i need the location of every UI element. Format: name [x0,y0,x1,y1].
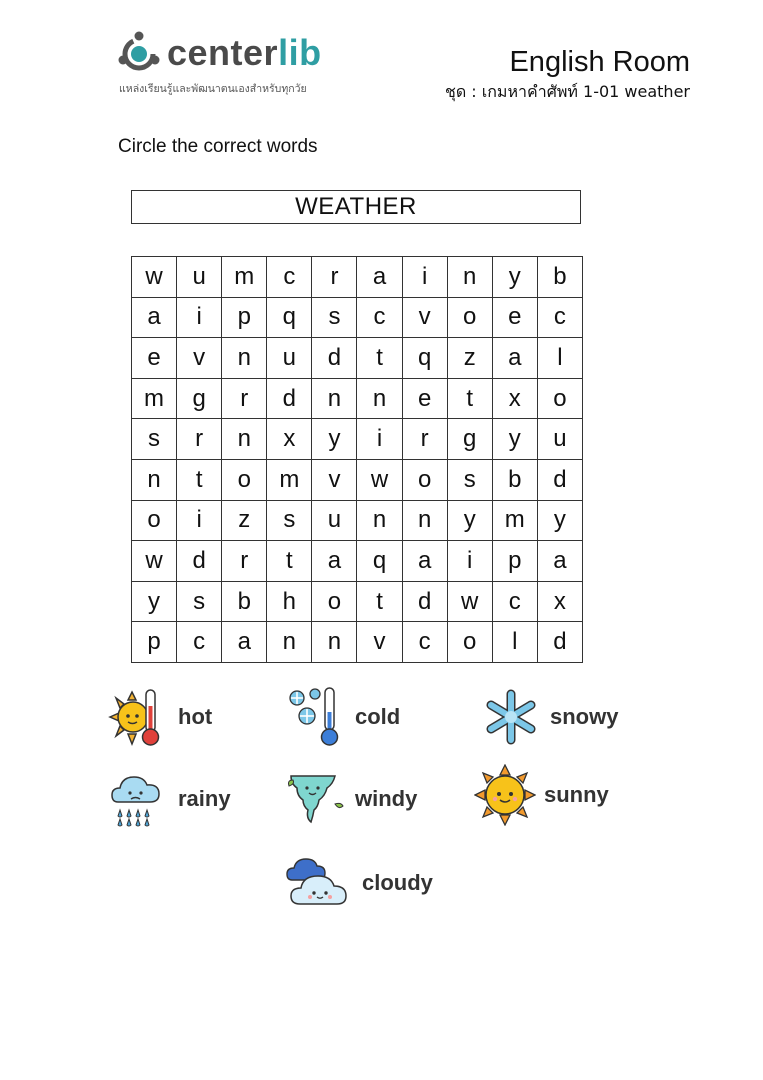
grid-row [132,378,583,419]
grid-cell[interactable]: w [447,581,492,622]
grid-cell[interactable]: y [447,500,492,541]
grid-cell[interactable]: d [537,622,582,663]
grid-cell[interactable]: l [537,338,582,379]
grid-cell[interactable]: p [222,297,267,338]
grid-cell[interactable]: m [492,500,537,541]
word-label: hot [178,704,213,729]
grid-cell[interactable]: x [267,419,312,460]
grid-cell[interactable]: s [312,297,357,338]
grid-cell[interactable]: c [357,297,402,338]
grid-cell[interactable]: i [177,500,222,541]
grid-cell[interactable]: i [402,257,447,298]
grid-cell[interactable]: y [492,419,537,460]
grid-cell[interactable]: l [492,622,537,663]
grid-cell[interactable]: n [312,622,357,663]
word-item-snowy [480,686,618,748]
grid-cell[interactable]: y [492,257,537,298]
grid-cell[interactable]: v [357,622,402,663]
grid-cell[interactable]: o [222,459,267,500]
centerlib-logo [115,28,375,98]
grid-cell[interactable]: n [267,622,312,663]
grid-cell[interactable]: s [447,459,492,500]
grid-cell[interactable]: g [177,378,222,419]
grid-cell[interactable]: p [492,541,537,582]
grid-cell[interactable]: r [177,419,222,460]
word-item-cloudy [280,852,433,914]
grid-cell[interactable]: c [402,622,447,663]
grid-cell[interactable]: d [267,378,312,419]
grid-cell[interactable]: v [312,459,357,500]
grid-cell[interactable]: o [402,459,447,500]
word-item-windy [285,768,417,830]
grid-cell[interactable]: u [312,500,357,541]
grid-cell[interactable]: y [537,500,582,541]
word-label: cloudy [362,870,433,895]
word-item-cold [285,686,400,748]
grid-cell[interactable]: o [312,581,357,622]
grid-cell[interactable]: d [177,541,222,582]
grid-cell[interactable]: n [222,419,267,460]
sun-icon [474,764,536,826]
grid-cell[interactable]: e [492,297,537,338]
grid-cell[interactable]: d [402,581,447,622]
grid-row [132,459,583,500]
grid-cell[interactable]: i [177,297,222,338]
instruction-text: Circle the correct words [118,136,318,157]
grid-cell[interactable]: x [492,378,537,419]
grid-cell[interactable]: q [357,541,402,582]
grid-cell[interactable]: r [402,419,447,460]
grid-cell[interactable]: a [222,622,267,663]
grid-cell[interactable]: d [537,459,582,500]
word-item-sunny [474,764,609,826]
grid-cell[interactable]: w [357,459,402,500]
word-item-hot [108,686,212,748]
grid-cell[interactable]: a [312,541,357,582]
grid-row [132,541,583,582]
hot-sun-thermometer-icon [108,686,170,748]
grid-cell[interactable]: s [267,500,312,541]
page-subtitle: ชุด : เกมหาคำศัพท์ 1-01 weather [444,82,690,101]
puzzle-title: WEATHER [131,190,581,224]
logo-tagline: แหล่งเรียนรู้และพัฒนาตนเองสำหรับทุกวัย [119,83,307,95]
grid-cell[interactable]: t [177,459,222,500]
grid-cell[interactable]: r [312,257,357,298]
grid-cell[interactable]: n [357,378,402,419]
grid-cell[interactable]: w [132,257,177,298]
grid-cell[interactable]: c [492,581,537,622]
snowflake-icon [480,686,542,748]
grid-cell[interactable]: z [222,500,267,541]
grid-cell[interactable]: c [537,297,582,338]
grid-cell[interactable]: s [132,419,177,460]
grid-cell[interactable]: q [267,297,312,338]
grid-cell[interactable]: c [177,622,222,663]
grid-cell[interactable]: r [222,378,267,419]
grid-cell[interactable]: r [222,541,267,582]
word-label: snowy [550,704,619,729]
grid-cell[interactable]: a [537,541,582,582]
grid-cell[interactable]: p [132,622,177,663]
grid-cell[interactable]: n [312,378,357,419]
grid-cell[interactable]: q [402,338,447,379]
grid-cell[interactable]: c [267,257,312,298]
grid-cell[interactable]: a [357,257,402,298]
tornado-icon [285,768,347,830]
grid-cell[interactable]: i [357,419,402,460]
grid-cell[interactable]: a [402,541,447,582]
grid-cell[interactable]: u [537,419,582,460]
grid-cell[interactable]: t [357,338,402,379]
word-label: cold [355,704,401,729]
grid-cell[interactable]: e [132,338,177,379]
page-title: English Room [509,46,690,78]
grid-cell[interactable]: m [132,378,177,419]
word-label: sunny [544,782,609,807]
rain-cloud-icon [108,768,170,830]
grid-cell[interactable]: b [537,257,582,298]
grid-cell[interactable]: n [132,459,177,500]
grid-cell[interactable]: x [537,581,582,622]
grid-cell[interactable]: o [447,622,492,663]
logo-wordmark: centerlib [167,32,322,73]
grid-row [132,581,583,622]
cold-snow-thermometer-icon [285,686,347,748]
word-item-rainy [108,768,231,830]
grid-cell[interactable]: z [447,338,492,379]
grid-cell[interactable]: o [537,378,582,419]
grid-cell[interactable]: t [357,581,402,622]
word-label: windy [355,786,418,811]
grid-row [132,297,583,338]
grid-cell[interactable]: v [402,297,447,338]
grid-cell[interactable]: i [447,541,492,582]
grid-cell[interactable]: o [132,500,177,541]
grid-row [132,338,583,379]
grid-row [132,622,583,663]
word-label: rainy [178,786,231,811]
grid-cell[interactable]: m [222,257,267,298]
grid-cell[interactable]: v [177,338,222,379]
grid-cell[interactable]: n [402,500,447,541]
grid-cell[interactable]: w [132,541,177,582]
grid-row [132,419,583,460]
grid-cell[interactable]: b [492,459,537,500]
grid-cell[interactable]: n [357,500,402,541]
grid-cell[interactable]: e [402,378,447,419]
grid-cell[interactable]: n [447,257,492,298]
word-search-grid [131,256,583,663]
grid-row [132,257,583,298]
grid-cell[interactable]: o [447,297,492,338]
logo-mark-icon [115,30,163,78]
grid-row [132,500,583,541]
grid-cell[interactable]: a [492,338,537,379]
grid-cell[interactable]: b [222,581,267,622]
grid-cell[interactable]: y [132,581,177,622]
grid-cell[interactable]: t [447,378,492,419]
grid-cell[interactable]: s [177,581,222,622]
grid-cell[interactable]: y [312,419,357,460]
grid-cell[interactable]: u [267,338,312,379]
grid-cell[interactable]: m [267,459,312,500]
grid-cell[interactable]: h [267,581,312,622]
grid-cell[interactable]: d [312,338,357,379]
grid-cell[interactable]: a [132,297,177,338]
grid-cell[interactable]: u [177,257,222,298]
grid-cell[interactable]: g [447,419,492,460]
grid-cell[interactable]: n [222,338,267,379]
grid-cell[interactable]: t [267,541,312,582]
clouds-icon [280,852,354,914]
